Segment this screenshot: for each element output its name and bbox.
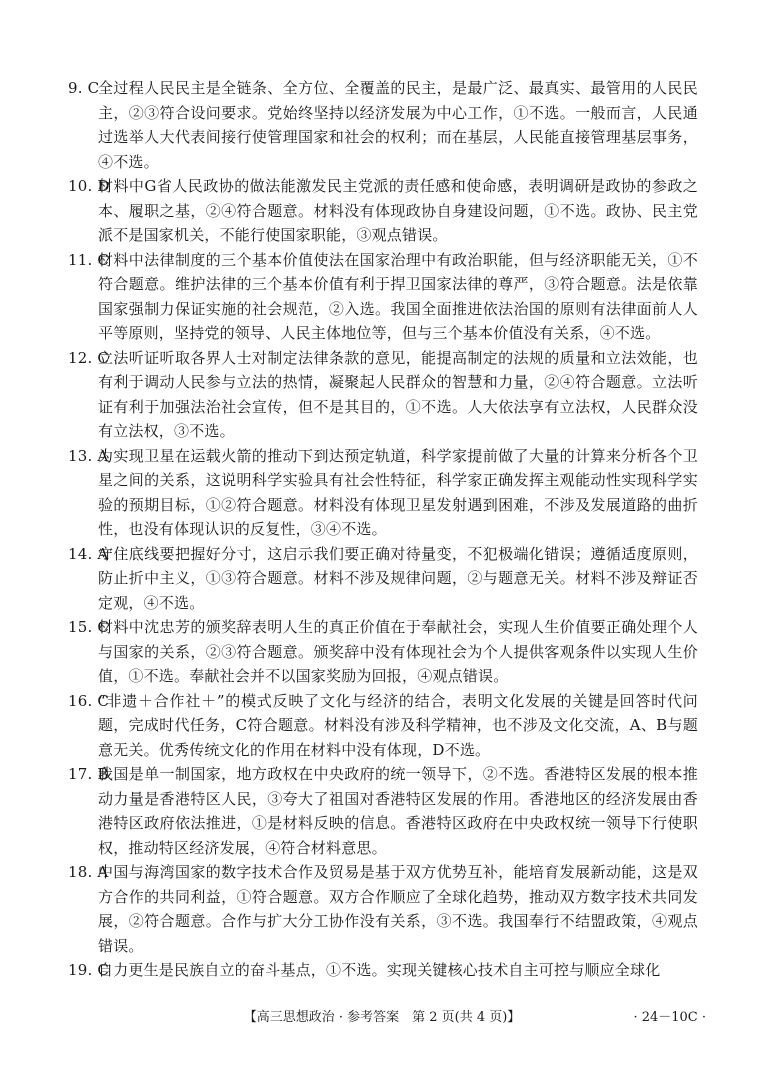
answer-explanation: 材料中法律制度的三个基本价值使法在国家治理中有政治职能，但与经济职能无关，①不符合题意。维护法律的三个基本价值有利于捍卫国家法律的尊严，③符合题意。法是依靠国家强制力保证实施的社会规范，②入选。我国全面推进依法治国的原则有法律面前人人平等原则，坚持党的领导、人民主体地位等，但与三个基本价值没有关系，④不选。: [98, 250, 698, 342]
footer-title-text: 【高三思想政治 · 参考答案 第 2 页(共 4 页)】: [243, 1010, 521, 1025]
answer-item: [68, 76, 698, 174]
answer-item: [68, 346, 698, 444]
answer-explanation: 材料中沈忠芳的颁奖辞表明人生的真正价值在于奉献社会，实现人生价值要正确处理个人与国家的关系，②③符合题意。颁奖辞中没有体现社会为个人提供客观条件以实现人生价值，①不选。奉献社会并不以国家奖励为回报，④观点错误。: [98, 618, 698, 685]
answer-key: 11. C: [68, 250, 110, 269]
answer-key: 15. C: [68, 618, 110, 636]
answer-key: 12. C: [68, 348, 110, 367]
answer-explanation: 全过程人民民主是全链条、全方位、全覆盖的民主，是最广泛、最真实、最管用的人民民主，②③符合设问要求。党始终坚持以经济发展为中心工作，①不选。一般而言，人民通过选举人大代表间接行使管理国家和社会的权利；而在基层，人民能直接管理基层事务，④不选。: [98, 79, 698, 171]
answer-item: [68, 542, 698, 616]
answer-item: [68, 174, 698, 248]
answer-explanation: “非遗＋合作社＋”的模式反映了文化与经济的结合，表明文化发展的关键是回答时代问题，完成时代任务，C符合题意。材料没有涉及科学精神，也不涉及文化交流，A、B与题意无关。优秀传统文化的作用在材料中没有体现，D不选。: [98, 691, 698, 759]
answer-item: [68, 615, 698, 689]
answer-explanation: 自力更生是民族自立的奋斗基点，①不选。实现关键核心技术自主可控与顺应全球化: [98, 961, 661, 979]
answer-key: 9. C: [68, 79, 100, 97]
answer-key: 14. A: [68, 544, 109, 563]
footer-code: · 24－10C ·: [633, 1010, 706, 1025]
answer-key: 19. C: [68, 961, 110, 979]
page-footer: [0, 1006, 764, 1030]
answer-explanation: 我国是单一制国家，地方政权在中央政府的统一领导下，②不选。香港特区发展的根本推动力量是香港特区人民，③夸大了祖国对香港特区发展的作用。香港地区的经济发展由香港特区政府依法推进，①是材料反映的信息。香港特区政府在中央政权统一领导下行使职权，推动特区经济发展，④符合材料意思。: [98, 765, 698, 857]
answer-explanation: 守住底线要把握好分寸，这启示我们要正确对待量变，不犯极端化错误；遵循适度原则，防止折中主义，①③符合题意。材料不涉及规律问题，②与题意无关。材料不涉及辩证否定观，④不选。: [98, 544, 698, 612]
answer-explanation: 材料中G省人民政协的做法能激发民主党派的责任感和使命感，表明调研是政协的参政之本、履职之基，②④符合题意。材料没有体现政协自身建设问题，①不选。政协、民主党派不是国家机关，不能行使国家职能，③观点错误。: [98, 177, 698, 244]
answer-explanation: 中国与海湾国家的数字技术合作及贸易是基于双方优势互补，能培育发展新动能，这是双方合作的共同利益，①符合题意。双方合作顺应了全球化趋势，推动双方数字技术共同发展，②符合题意。合作与扩大分工协作没有关系，③不选。我国奉行不结盟政策，④观点错误。: [98, 863, 698, 955]
answer-explanation: 立法听证听取各界人士对制定法律条款的意见，能提高制定的法规的质量和立法效能，也有利于调动人民参与立法的热情，凝聚起人民群众的智慧和力量，②④符合题意。立法听证有利于加强法治社会宣传，但不是其目的，①不选。人大依法享有立法权，人民群众没有立法权，③不选。: [98, 348, 698, 440]
answer-key: 18. A: [68, 863, 109, 881]
answer-key: 16. C: [68, 691, 110, 710]
answer-key: 17. B: [68, 765, 109, 783]
answer-item: [68, 860, 698, 958]
answer-key: 13. A: [68, 446, 109, 465]
answer-explanation: 为实现卫星在运载火箭的推动下到达预定轨道，科学家提前做了大量的计算来分析各个卫星之间的关系，这说明科学实验具有社会性特征，科学家正确发挥主观能动性实现科学实验的预期目标，①②符合题意。材料没有体现卫星发射遇到困难，不涉及发展道路的曲折性，也没有体现认识的反复性，③④不选。: [98, 446, 698, 538]
answer-list: [68, 76, 698, 983]
answer-item: [68, 762, 698, 860]
answer-item: [68, 248, 698, 346]
answer-item: [68, 689, 698, 763]
answer-item: [68, 958, 698, 983]
answer-item: [68, 444, 698, 542]
answer-key: 10. D: [68, 177, 110, 195]
